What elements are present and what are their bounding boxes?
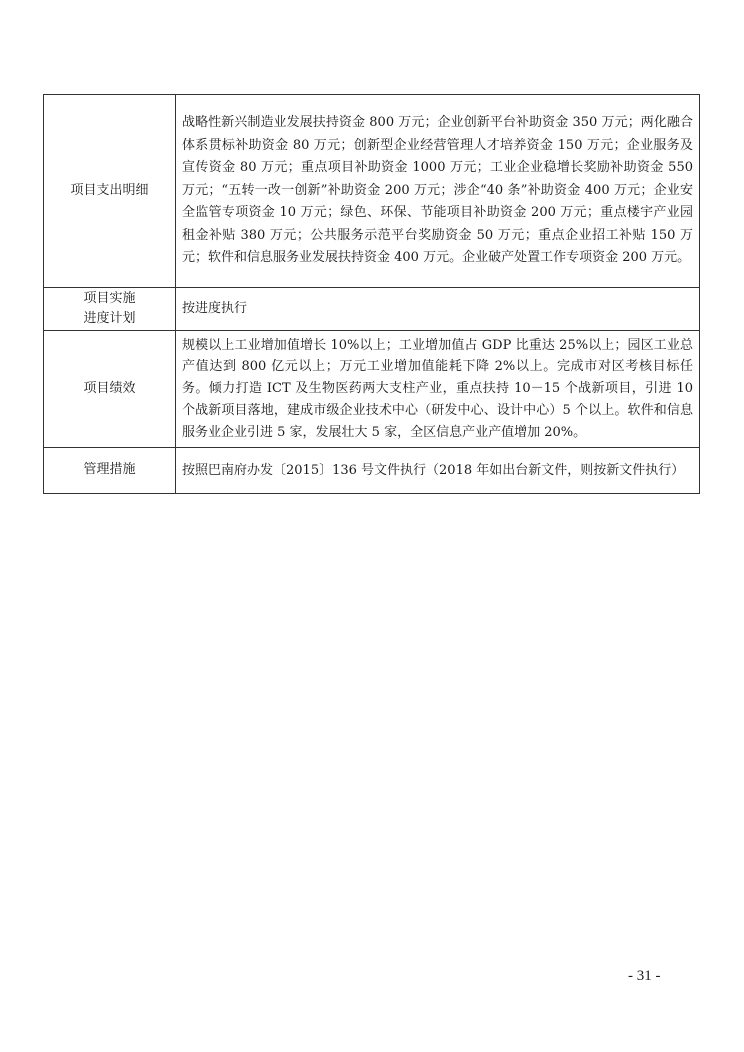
- table-row-expenditure-details: [44, 95, 700, 288]
- table-row-performance: [44, 331, 700, 448]
- table-row-management: [44, 448, 700, 494]
- table-row-schedule: [44, 288, 700, 331]
- row-label-expenditure-details: 项目支出明细: [44, 95, 176, 288]
- page-number: - 31 -: [628, 968, 661, 984]
- row-content-expenditure-details: 战略性新兴制造业发展扶持资金 800 万元；企业创新平台补助资金 350 万元；两化融合体系贯标补助资金 80 万元；创新型企业经营管理人才培养资金 150 万元；企业服务及宣传资金 80 万元；重点项目补助资金 1000 万元；工业企业稳增长奖励补助资金 550 万元；“五转一改一创新”补助资金 200 万元；涉企“40 条”补助资金 400 万元；企业安全监管专项资金 10 万元；绿色、环保、节能项目补助资金 200 万元；重点楼宇产业园租金补贴 380 万元；公共服务示范平台奖励资金 50 万元；重点企业招工补贴 150 万元；软件和信息服务业发展扶持资金 400 万元。企业破产处置工作专项资金 200 万元。: [176, 95, 700, 288]
- row-label-performance: 项目绩效: [44, 331, 176, 448]
- row-content-performance: 规模以上工业增加值增长 10%以上；工业增加值占 GDP 比重达 25%以上；园区工业总产值达到 800 亿元以上；万元工业增加值能耗下降 2%以上。完成市对区考核目标任务。倾力打造 ICT 及生物医药两大支柱产业，重点扶持 10－15 个战新项目，引进 10 个战新项目落地，建成市级企业技术中心（研发中心、设计中心）5 个以上。软件和信息服务业企业引进 5 家，发展壮大 5 家，全区信息产业产值增加 20%。: [176, 331, 700, 448]
- row-content-management: 按照巴南府办发〔2015〕136 号文件执行（2018 年如出台新文件，则按新文件执行）: [176, 448, 700, 494]
- row-label-schedule: [44, 288, 176, 331]
- project-detail-table: [43, 94, 700, 494]
- row-content-schedule: 按进度执行: [176, 288, 700, 331]
- row-label-schedule-text: 项目实施进度计划: [83, 291, 136, 326]
- row-label-management: 管理措施: [44, 448, 176, 494]
